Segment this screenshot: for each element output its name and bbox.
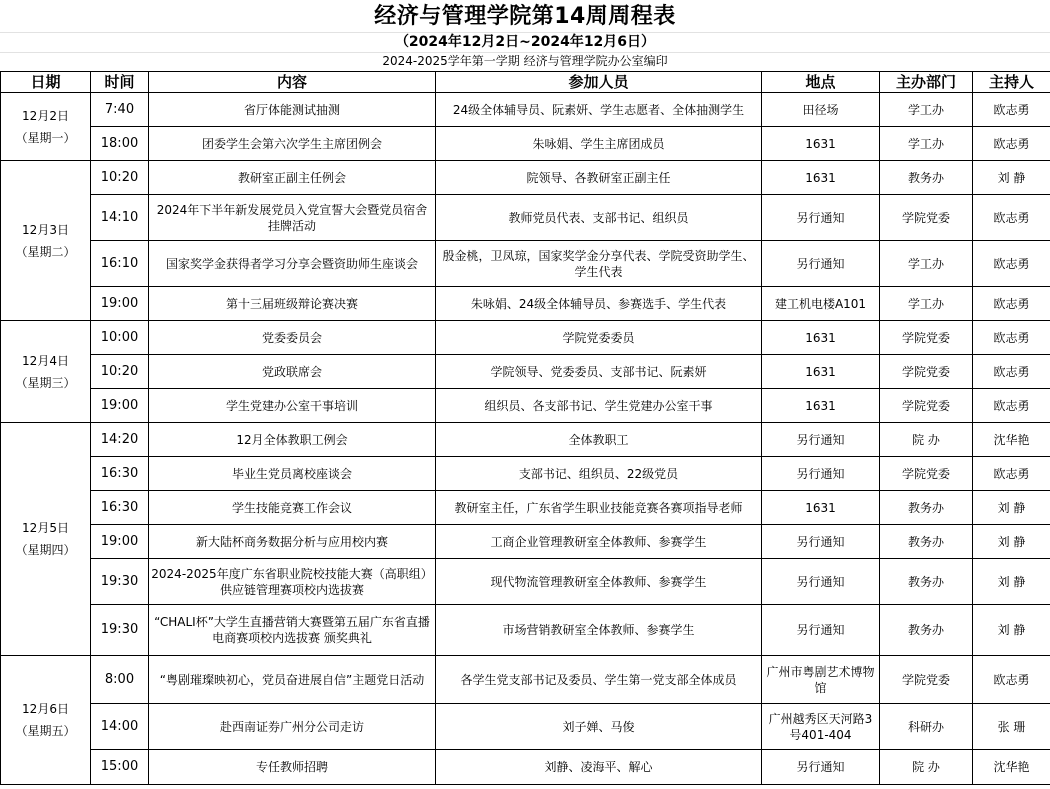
host-cell: 刘 静 [973, 491, 1050, 525]
time-cell: 7:40 [91, 93, 149, 127]
attendees-cell: 朱咏娟、学生主席团成员 [436, 127, 762, 161]
content-cell: 党政联席会 [149, 355, 436, 389]
content-cell: 团委学生会第六次学生主席团例会 [149, 127, 436, 161]
attendees-cell: 教研室主任，广东省学生职业技能竞赛各赛项指导老师 [436, 491, 762, 525]
table-row [1, 195, 1050, 241]
location-cell: 1631 [762, 161, 880, 195]
attendees-cell: 支部书记、组织员、22级党员 [436, 457, 762, 491]
location-cell: 建工机电楼A101 [762, 287, 880, 321]
date-label: 12月5日 [22, 521, 69, 535]
host-cell: 欧志勇 [973, 656, 1050, 704]
table-row [1, 559, 1050, 605]
time-cell: 18:00 [91, 127, 149, 161]
location-cell: 另行通知 [762, 525, 880, 559]
department-cell: 学工办 [880, 127, 973, 161]
department-cell: 教务办 [880, 525, 973, 559]
host-cell: 沈华艳 [973, 750, 1050, 785]
schedule-body [1, 93, 1050, 785]
content-cell: 第十三届班级辩论赛决赛 [149, 287, 436, 321]
location-cell: 1631 [762, 321, 880, 355]
content-cell: 学生技能竞赛工作会议 [149, 491, 436, 525]
host-cell: 刘 静 [973, 559, 1050, 605]
department-cell: 教务办 [880, 605, 973, 656]
time-cell: 16:30 [91, 491, 149, 525]
department-cell: 教务办 [880, 491, 973, 525]
date-cell [1, 656, 91, 785]
host-cell: 欧志勇 [973, 195, 1050, 241]
location-cell: 另行通知 [762, 195, 880, 241]
location-cell: 广州越秀区天河路3号401-404 [762, 704, 880, 750]
date-cell [1, 93, 91, 161]
content-cell: 赴西南证券广州分公司走访 [149, 704, 436, 750]
host-cell: 欧志勇 [973, 321, 1050, 355]
table-row [1, 355, 1050, 389]
time-cell: 15:00 [91, 750, 149, 785]
time-cell: 14:20 [91, 423, 149, 457]
table-row [1, 127, 1050, 161]
host-cell: 欧志勇 [973, 241, 1050, 287]
host-cell: 张 珊 [973, 704, 1050, 750]
time-cell: 14:10 [91, 195, 149, 241]
attendees-cell: 学院领导、党委委员、支部书记、阮素妍 [436, 355, 762, 389]
location-cell: 田径场 [762, 93, 880, 127]
content-cell: 毕业生党员离校座谈会 [149, 457, 436, 491]
attendees-cell: 学院党委委员 [436, 321, 762, 355]
table-row [1, 423, 1050, 457]
content-cell: 12月全体教职工例会 [149, 423, 436, 457]
time-cell: 10:00 [91, 321, 149, 355]
time-cell: 19:00 [91, 525, 149, 559]
host-cell: 刘 静 [973, 525, 1050, 559]
table-row [1, 321, 1050, 355]
department-cell: 学院党委 [880, 195, 973, 241]
content-cell: 教研室正副主任例会 [149, 161, 436, 195]
location-cell: 1631 [762, 127, 880, 161]
time-cell: 19:00 [91, 389, 149, 423]
department-cell: 教务办 [880, 559, 973, 605]
attendees-cell: 刘静、凌海平、解心 [436, 750, 762, 785]
compiler-note: 2024-2025学年第一学期 经济与管理学院办公室编印 [382, 54, 668, 68]
content-cell: 国家奖学金获得者学习分享会暨资助师生座谈会 [149, 241, 436, 287]
header-content: 内容 [149, 72, 436, 93]
content-cell: 省厅体能测试抽测 [149, 93, 436, 127]
content-cell: “CHALI杯”大学生直播营销大赛暨第五届广东省直播电商赛项校内选拔赛 颁奖典礼 [149, 605, 436, 656]
page-title: 经济与管理学院第14周周程表 [374, 4, 676, 29]
attendees-cell: 各学生党支部书记及委员、学生第一党支部全体成员 [436, 656, 762, 704]
content-cell: “粤剧璀璨映初心，党员奋进展自信”主题党日活动 [149, 656, 436, 704]
date-cell [1, 423, 91, 656]
weekday-label: （星期三） [15, 375, 76, 390]
table-row [1, 704, 1050, 750]
department-cell: 学工办 [880, 93, 973, 127]
date-cell [1, 161, 91, 321]
content-cell: 党委委员会 [149, 321, 436, 355]
header-location: 地点 [762, 72, 880, 93]
header-attendees: 参加人员 [436, 72, 762, 93]
host-cell: 欧志勇 [973, 93, 1050, 127]
table-row [1, 93, 1050, 127]
attendees-cell: 现代物流管理教研室全体教师、参赛学生 [436, 559, 762, 605]
table-row [1, 525, 1050, 559]
location-cell: 1631 [762, 491, 880, 525]
attendees-cell: 组织员、各支部书记、学生党建办公室干事 [436, 389, 762, 423]
table-row [1, 750, 1050, 785]
host-cell: 欧志勇 [973, 355, 1050, 389]
time-cell: 19:30 [91, 559, 149, 605]
location-cell: 1631 [762, 389, 880, 423]
header-time: 时间 [91, 72, 149, 93]
date-label: 12月3日 [22, 222, 69, 237]
department-cell: 学院党委 [880, 656, 973, 704]
department-cell: 学工办 [880, 287, 973, 321]
table-row [1, 389, 1050, 423]
host-cell: 欧志勇 [973, 457, 1050, 491]
time-cell: 10:20 [91, 161, 149, 195]
schedule-table [0, 71, 1050, 785]
host-cell: 欧志勇 [973, 287, 1050, 321]
location-cell: 1631 [762, 355, 880, 389]
department-cell: 学院党委 [880, 389, 973, 423]
table-row [1, 161, 1050, 195]
department-cell: 教务办 [880, 161, 973, 195]
time-cell: 14:00 [91, 704, 149, 750]
time-cell: 19:30 [91, 605, 149, 656]
content-cell: 专任教师招聘 [149, 750, 436, 785]
host-cell: 欧志勇 [973, 389, 1050, 423]
attendees-cell: 市场营销教研室全体教师、参赛学生 [436, 605, 762, 656]
department-cell: 学院党委 [880, 457, 973, 491]
location-cell: 广州市粤剧艺术博物馆 [762, 656, 880, 704]
location-cell: 另行通知 [762, 457, 880, 491]
location-cell: 另行通知 [762, 241, 880, 287]
attendees-cell: 工商企业管理教研室全体教师、参赛学生 [436, 525, 762, 559]
department-cell: 学院党委 [880, 321, 973, 355]
attendees-cell: 刘子婵、马俊 [436, 704, 762, 750]
content-cell: 学生党建办公室干事培训 [149, 389, 436, 423]
weekday-label: （星期四） [15, 543, 76, 557]
time-cell: 16:30 [91, 457, 149, 491]
attendees-cell: 院领导、各教研室正副主任 [436, 161, 762, 195]
date-label: 12月4日 [22, 353, 69, 368]
department-cell: 院 办 [880, 750, 973, 785]
attendees-cell: 朱咏娟、24级全体辅导员、参赛选手、学生代表 [436, 287, 762, 321]
host-cell: 刘 静 [973, 605, 1050, 656]
department-cell: 院 办 [880, 423, 973, 457]
time-cell: 8:00 [91, 656, 149, 704]
host-cell: 刘 静 [973, 161, 1050, 195]
table-row [1, 656, 1050, 704]
table-row [1, 287, 1050, 321]
content-cell: 新大陆杯商务数据分析与应用校内赛 [149, 525, 436, 559]
header-row [1, 72, 1050, 93]
date-range-subtitle: （2024年12月2日~2024年12月6日） [394, 34, 656, 50]
weekday-label: （星期五） [15, 724, 76, 738]
host-cell: 欧志勇 [973, 127, 1050, 161]
department-cell: 科研办 [880, 704, 973, 750]
header-department: 主办部门 [880, 72, 973, 93]
host-cell: 沈华艳 [973, 423, 1050, 457]
attendees-cell: 殷金桃，卫凤琼，国家奖学金分享代表、学院受资助学生、学生代表 [436, 241, 762, 287]
weekday-label: （星期二） [15, 244, 76, 259]
location-cell: 另行通知 [762, 423, 880, 457]
department-cell: 学院党委 [880, 355, 973, 389]
date-cell [1, 321, 91, 423]
time-cell: 10:20 [91, 355, 149, 389]
table-row [1, 457, 1050, 491]
table-row [1, 605, 1050, 656]
location-cell: 另行通知 [762, 605, 880, 656]
time-cell: 19:00 [91, 287, 149, 321]
attendees-cell: 教师党员代表、支部书记、组织员 [436, 195, 762, 241]
table-row [1, 241, 1050, 287]
attendees-cell: 24级全体辅导员、阮素妍、学生志愿者、全体抽测学生 [436, 93, 762, 127]
table-row [1, 491, 1050, 525]
attendees-cell: 全体教职工 [436, 423, 762, 457]
header-date: 日期 [1, 72, 91, 93]
content-cell: 2024年下半年新发展党员入党宣誓大会暨党员宿舍挂牌活动 [149, 195, 436, 241]
location-cell: 另行通知 [762, 750, 880, 785]
weekday-label: （星期一） [15, 130, 76, 145]
content-cell: 2024-2025年度广东省职业院校技能大赛（高职组）供应链管理赛项校内选拔赛 [149, 559, 436, 605]
header-host: 主持人 [973, 72, 1050, 93]
date-label: 12月2日 [22, 108, 69, 123]
location-cell: 另行通知 [762, 559, 880, 605]
department-cell: 学工办 [880, 241, 973, 287]
time-cell: 16:10 [91, 241, 149, 287]
date-label: 12月6日 [22, 702, 69, 716]
